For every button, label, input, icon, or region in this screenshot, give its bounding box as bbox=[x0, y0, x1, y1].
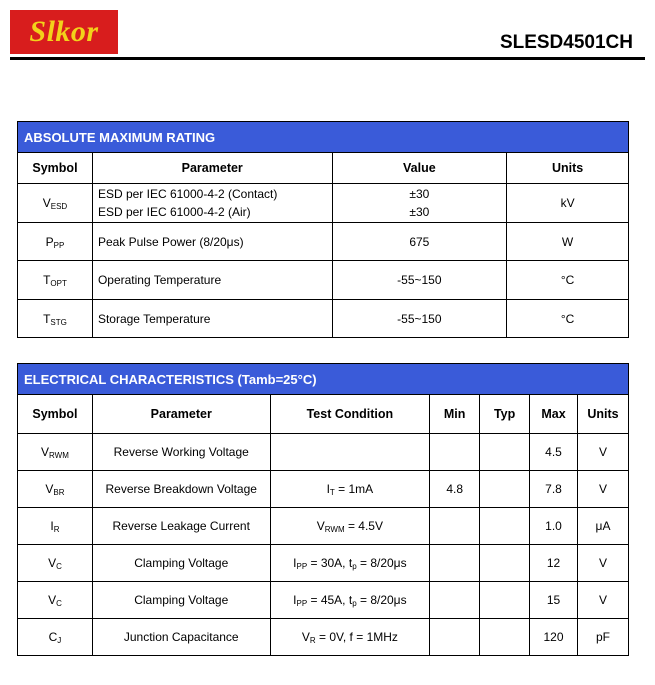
max-cell: 12 bbox=[530, 545, 578, 582]
typ-cell bbox=[480, 471, 530, 508]
column-header: Parameter bbox=[92, 395, 270, 434]
table-row bbox=[18, 582, 629, 619]
column-header: Symbol bbox=[18, 395, 93, 434]
table-row bbox=[18, 184, 629, 223]
min-cell bbox=[430, 582, 480, 619]
table-row bbox=[18, 434, 629, 471]
max-cell: 4.5 bbox=[530, 434, 578, 471]
unit-cell: °C bbox=[507, 300, 629, 338]
symbol-cell: $C_J$ bbox=[18, 619, 93, 656]
table-row bbox=[18, 619, 629, 656]
unit-cell: °C bbox=[507, 261, 629, 300]
column-header: Units bbox=[507, 153, 629, 184]
value-cell: 675 bbox=[332, 223, 507, 261]
test-condition-cell: $I_{PP} = 30A$, $t_p = 8/20\mu s$ bbox=[270, 545, 430, 582]
parameter-cell: Reverse Leakage Current bbox=[92, 508, 270, 545]
parameter-cell: Clamping Voltage bbox=[92, 545, 270, 582]
model-number: SLESD4501CH bbox=[499, 32, 633, 53]
typ-cell bbox=[480, 619, 530, 656]
header-divider bbox=[10, 57, 645, 60]
symbol-cell: $P_{PP}$ bbox=[18, 223, 93, 261]
table-row bbox=[18, 508, 629, 545]
absolute-maximum-rating-table bbox=[17, 121, 629, 338]
parameter-cell: Storage Temperature bbox=[92, 300, 332, 338]
typ-cell bbox=[480, 545, 530, 582]
parameter-cell: ESD per IEC 61000-4-2 (Contact) ESD per IEC 61000-4-2 (Air) bbox=[92, 184, 332, 223]
table-title: ABSOLUTE MAXIMUM RATING bbox=[18, 122, 629, 153]
symbol-cell: $V_{RWM}$ bbox=[18, 434, 93, 471]
symbol-cell: $V_C$ bbox=[18, 582, 93, 619]
test-condition-cell: $I_{PP} = 45A$, $t_p = 8/20\mu s$ bbox=[270, 582, 430, 619]
unit-cell: kV bbox=[507, 184, 629, 223]
unit-cell: V bbox=[577, 434, 628, 471]
max-cell: 7.8 bbox=[530, 471, 578, 508]
column-header: Parameter bbox=[92, 153, 332, 184]
electrical-characteristics-table bbox=[17, 363, 629, 656]
typ-cell bbox=[480, 582, 530, 619]
parameter-cell: Clamping Voltage bbox=[92, 582, 270, 619]
parameter-cell: Junction Capacitance bbox=[92, 619, 270, 656]
parameter-cell: Operating Temperature bbox=[92, 261, 332, 300]
column-header: Value bbox=[332, 153, 507, 184]
unit-cell: V bbox=[577, 545, 628, 582]
column-header: Units bbox=[577, 395, 628, 434]
min-cell bbox=[430, 619, 480, 656]
value-cell: -55~150 bbox=[332, 261, 507, 300]
typ-cell bbox=[480, 434, 530, 471]
test-condition-cell: $I_T = 1mA$ bbox=[270, 471, 430, 508]
max-cell: 1.0 bbox=[530, 508, 578, 545]
symbol-cell: $V_{ESD}$ bbox=[18, 184, 93, 223]
min-cell bbox=[430, 545, 480, 582]
unit-cell: V bbox=[577, 471, 628, 508]
table-row bbox=[18, 223, 629, 261]
unit-cell: V bbox=[577, 582, 628, 619]
column-header: Min bbox=[430, 395, 480, 434]
typ-cell bbox=[480, 508, 530, 545]
column-header: Test Condition bbox=[270, 395, 430, 434]
table-title: ELECTRICAL CHARACTERISTICS (Tamb=25°C) bbox=[18, 364, 629, 395]
table-row bbox=[18, 471, 629, 508]
parameter-cell: Peak Pulse Power (8/20μs) bbox=[92, 223, 332, 261]
test-condition-cell: $V_R = 0V$, f = 1MHz bbox=[270, 619, 430, 656]
symbol-cell: $I_R$ bbox=[18, 508, 93, 545]
symbol-cell: $T_{OPT}$ bbox=[18, 261, 93, 300]
unit-cell: W bbox=[507, 223, 629, 261]
symbol-cell: $V_C$ bbox=[18, 545, 93, 582]
symbol-cell: $T_{STG}$ bbox=[18, 300, 93, 338]
test-condition-cell bbox=[270, 434, 430, 471]
table-row bbox=[18, 261, 629, 300]
parameter-cell: Reverse Breakdown Voltage bbox=[92, 471, 270, 508]
min-cell: 4.8 bbox=[430, 471, 480, 508]
max-cell: 15 bbox=[530, 582, 578, 619]
max-cell: 120 bbox=[530, 619, 578, 656]
symbol-cell: $V_{BR}$ bbox=[18, 471, 93, 508]
column-header: Max bbox=[530, 395, 578, 434]
test-condition-cell: $V_{RWM} = 4.5V$ bbox=[270, 508, 430, 545]
parameter-cell: Reverse Working Voltage bbox=[92, 434, 270, 471]
min-cell bbox=[430, 508, 480, 545]
table-row bbox=[18, 545, 629, 582]
column-header: Typ bbox=[480, 395, 530, 434]
unit-cell: μA bbox=[577, 508, 628, 545]
value-cell: -55~150 bbox=[332, 300, 507, 338]
table-row bbox=[18, 300, 629, 338]
brand-logo: Slkor bbox=[10, 10, 118, 54]
min-cell bbox=[430, 434, 480, 471]
column-header: Symbol bbox=[18, 153, 93, 184]
value-cell: ±30 ±30 bbox=[332, 184, 507, 223]
unit-cell: pF bbox=[577, 619, 628, 656]
